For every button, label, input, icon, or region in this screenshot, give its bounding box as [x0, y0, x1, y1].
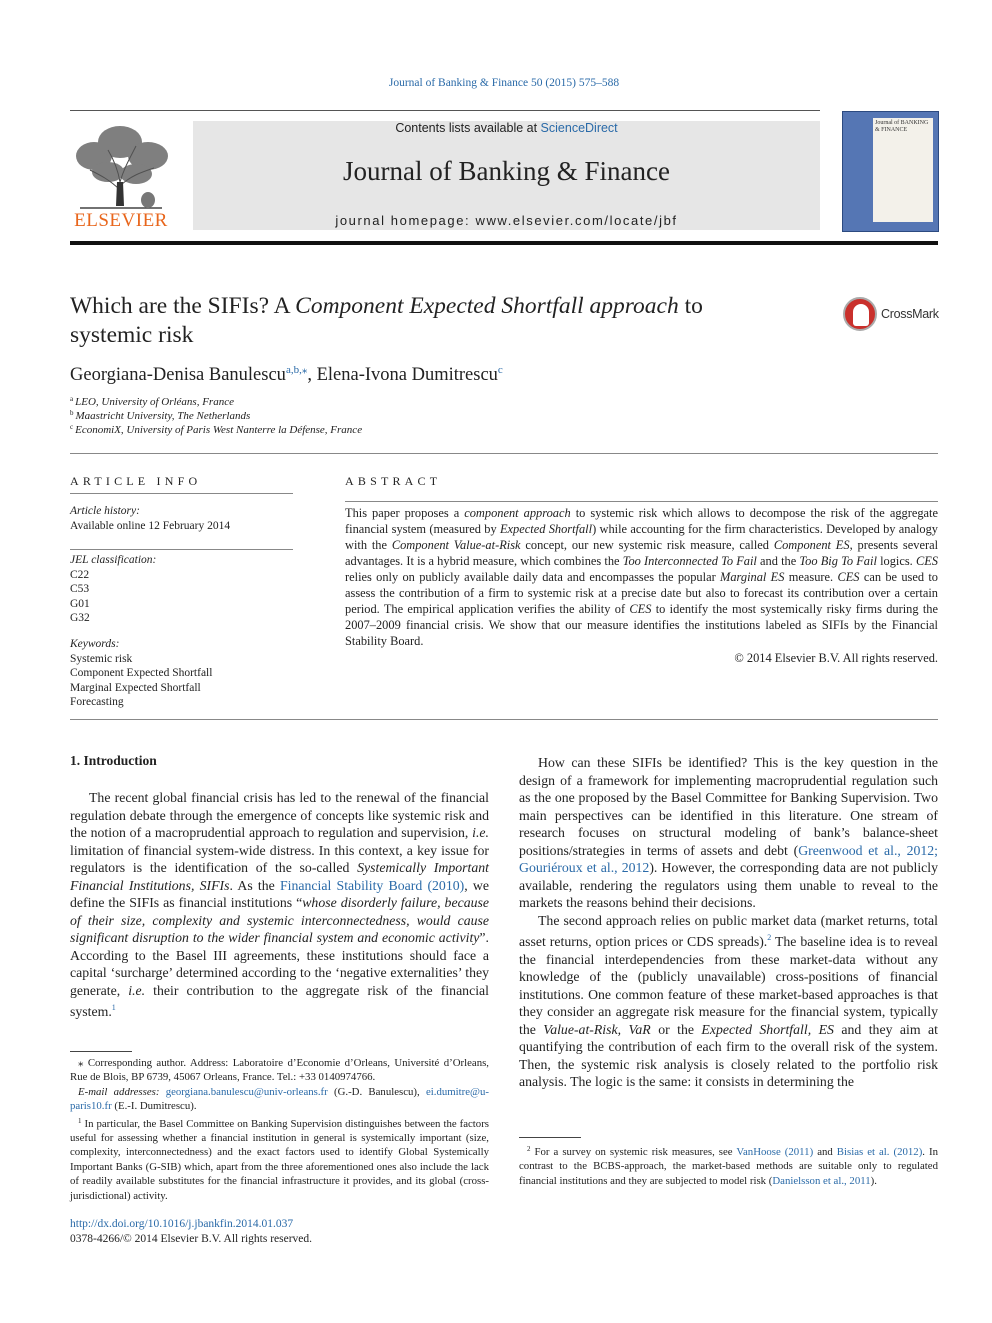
- affiliation: $^c$ EconomiX, University of Paris West Nanterre la Défense, France: [70, 423, 363, 436]
- author-marks[interactable]: a,b,⁎: [285, 364, 308, 376]
- text-run: E-mail addresses:: [78, 1085, 166, 1098]
- text-run: ⁎ Corresponding author. Address: Laboratoire d’Economie d’Orleans, Université d’Orleans, Rue de Blois, BP 6739, 45067 Orleans, France. Tel.: +33 0140974766.: [70, 1057, 489, 1084]
- text-run: (E.-I. Dumitrescu).: [111, 1100, 197, 1113]
- reference-link[interactable]: Bisias et al. (2012): [836, 1146, 923, 1158]
- footnote-2: [519, 1142, 938, 1188]
- text-run: ). However, the corresponding data are not publicly available, rendering the regulators using them unable to reveal to the markets the reasons behind their decisions.: [519, 860, 939, 910]
- article-info-heading: ARTICLE INFO: [70, 474, 202, 488]
- text-run: ) while accounting for the firm characteristics. Developed by analogy with the: [345, 522, 938, 552]
- text-run: and they aim at quantifying the contribution of each firm to the overall risk of the system. Then, the systemic risk analysis is closely related to the portfolio risk analysis. The logic is the same: it consists in determining the: [519, 1021, 938, 1089]
- text-run: ”. According to the Basel III agreements, these institutions should face a capital ‘surcharge’ determined according to the ‘negative externalities’ they generate,: [70, 930, 489, 998]
- info-rule: [70, 549, 293, 550]
- text-run: . In contrast to the BCBS-approach, the market-based methods are suitable only to regulated financial institutions and they are subjected to model risk (: [519, 1146, 938, 1187]
- keyword: Systemic risk: [70, 652, 133, 665]
- jel-code: G32: [70, 612, 90, 624]
- jel-classification: JEL classification: C22 C53 G01 G32: [70, 554, 157, 624]
- reference-link[interactable]: VanHoose (2011): [736, 1146, 814, 1158]
- text-run: Expected Shortfall, ES: [701, 1021, 834, 1037]
- text-run: Expected Shortfall: [499, 522, 593, 536]
- issn-copyright: 0378-4266/© 2014 Elsevier B.V. All rights reserved.: [70, 1233, 313, 1245]
- sciencedirect-link[interactable]: ScienceDirect: [540, 121, 618, 135]
- article-title: Which are the SIFIs? A Component Expected Shortfall approach to systemic risk: [70, 293, 703, 348]
- article-footer: [70, 1217, 312, 1247]
- text-run: component approach: [464, 506, 571, 520]
- footnote-marker[interactable]: 1: [111, 1003, 116, 1012]
- footnote-marker[interactable]: 1: [78, 1116, 82, 1125]
- text-run: This paper proposes a: [345, 506, 465, 520]
- jel-code: G01: [70, 597, 90, 610]
- journal-reference[interactable]: Journal of Banking & Finance 50 (2015) 575–588: [388, 77, 620, 89]
- header-rule: [70, 110, 820, 111]
- paragraph: [519, 912, 938, 1091]
- journal-cover-image: [842, 111, 939, 232]
- journal-title: Journal of Banking & Finance: [343, 156, 670, 186]
- jel-code: C22: [70, 568, 90, 581]
- abstract-heading: ABSTRACT: [345, 474, 442, 488]
- text-run: logics.: [876, 554, 916, 568]
- paragraph: [519, 754, 938, 912]
- text-run: The baseline idea is to reveal the financial interdependencies from these market-data without any knowledge of the (publicly unavailable) cross-positions of financial institutions. One common feature of these market-based approaches is that they consider an aggregate risk measure for the financial system, typically the: [519, 934, 938, 1037]
- text-run: limitation of financial system-wide distress. In this context, a key issue for regulators is the identification of the so-called: [70, 842, 489, 875]
- author-marks[interactable]: c: [497, 364, 503, 376]
- right-column: [519, 754, 938, 1091]
- footnote-rule: [519, 1137, 581, 1138]
- text-run: CES: [837, 570, 860, 584]
- abstract-text: [345, 505, 938, 649]
- corresponding-author-note: [70, 1056, 489, 1085]
- affiliation: $^b$ Maastricht University, The Netherlands: [70, 409, 251, 422]
- text-run: i.e.: [472, 825, 489, 840]
- info-rule: [70, 493, 293, 494]
- text-run: (G.-D. Banulescu),: [327, 1085, 426, 1098]
- text-run: Marginal ES: [720, 570, 785, 584]
- text-run: The second approach relies on public market data (market returns, total asset returns, option prices or CDS spreads).: [519, 912, 938, 949]
- text-run: to systemic risk which allows to decompose the risk of the aggregate financial system (measured by: [345, 506, 938, 536]
- abstract-rule: [345, 501, 938, 502]
- text-run: , we define the SIFIs as financial institutions “: [70, 877, 489, 910]
- text-run: Too Interconnected To Fail: [622, 554, 757, 568]
- doi-link[interactable]: http://dx.doi.org/10.1016/j.jbankfin.2014.01.037: [70, 1218, 294, 1230]
- author-name[interactable]: Georgiana-Denisa Banulescu: [70, 365, 286, 385]
- text-run: . As the: [229, 877, 280, 893]
- text-run: and the: [756, 554, 800, 568]
- elsevier-wordmark: ELSEVIER: [74, 210, 168, 231]
- header-thick-rule: [70, 241, 938, 245]
- text-run: can be used to assess the contribution of a firm to systemic risk at a precise date but also to forecast its contribution over a certain period. The empirical application verifies the ability of: [345, 570, 938, 616]
- keyword: Forecasting: [70, 696, 124, 708]
- contents-line: Contents lists available at ScienceDirect: [395, 121, 618, 135]
- section-heading: 1. Introduction: [70, 753, 157, 768]
- author-name[interactable]: Elena-Ivona Dumitrescu: [316, 365, 498, 385]
- text-run: and: [813, 1146, 837, 1158]
- email-note: [70, 1085, 489, 1114]
- text-run: The recent global financial crisis has led to the renewal of the financial regulation debate through the emergence of concepts like systemic risk and the notion of a macroprudential approach to regulation and supervision,: [70, 790, 489, 840]
- footnote-marker[interactable]: 2: [527, 1145, 531, 1153]
- text-run: Too Big To Fail: [799, 554, 877, 568]
- text-run: measure.: [784, 570, 838, 584]
- text-run: Component Value-at-Risk: [391, 538, 521, 552]
- text-run: whose disorderly failure, because of their size, complexity and systemic interconnectedness, would cause significant disruption to the wider financial system and economic activity: [70, 895, 489, 945]
- left-column: [70, 789, 489, 1021]
- reference-link[interactable]: Greenwood et al., 2012; Gouriéroux et al., 2012: [519, 842, 939, 875]
- text-run: ).: [870, 1174, 877, 1187]
- text-run: For a survey on systemic risk measures, see: [530, 1146, 737, 1158]
- author-list: Georgiana-Denisa Banulescu$^{a,b,⁎}$, Elena-Ivona Dumitrescu$^c$: [70, 364, 503, 385]
- text-run: In particular, the Basel Committee on Banking Supervision distinguishes between the factors useful for assessing whether a financial institution in general is systemically important (size, complexity, interconnectedness) and the exact factors used to identify Global Systemically Important Banks (G-SIB) which, apart from the three aforementioned ones also include the lack of readily available substitutes for the financial infrastructure it provides, and its global (cross-jurisdictional) activity.: [70, 1117, 489, 1202]
- keyword: Component Expected Shortfall: [70, 667, 213, 679]
- text-run: concept, our new systemic risk measure, called: [520, 538, 774, 552]
- jel-code: C53: [70, 583, 90, 595]
- text-run: Component ES: [773, 538, 850, 552]
- crossmark-label: CrossMark: [881, 307, 939, 321]
- text-run: relies only on publicly available daily data and encompasses the popular: [345, 570, 721, 584]
- text-run: , presents several advantages. It is a hybrid measure, which combines the: [345, 538, 939, 568]
- section-rule: [70, 719, 938, 720]
- text-run: Value-at-Risk, VaR: [543, 1021, 651, 1037]
- reference-link[interactable]: Danielsson et al., 2011: [772, 1174, 871, 1187]
- abstract-copyright: © 2014 Elsevier B.V. All rights reserved.: [734, 651, 938, 665]
- reference-link[interactable]: Financial Stability Board (2010): [280, 877, 465, 893]
- reference-link[interactable]: ei.dumitre@u-paris10.fr: [70, 1085, 489, 1113]
- cover-title: Journal of BANKING & FINANCE: [873, 118, 933, 222]
- footnotes-left: [70, 1056, 489, 1203]
- keyword: Marginal Expected Shortfall: [70, 681, 201, 694]
- footnote-1: [70, 1114, 489, 1203]
- article-history: Article history: Available online 12 February 2014: [70, 505, 231, 532]
- section-rule: [70, 453, 938, 454]
- footnotes-right: [519, 1142, 938, 1188]
- text-run: Systemically Important Financial Institutions, SIFIs: [70, 860, 489, 893]
- text-run: i.e.: [128, 982, 146, 998]
- text-run: CES: [629, 602, 652, 616]
- text-run: or the: [650, 1021, 702, 1037]
- paragraph: [70, 789, 489, 1021]
- footnote-marker[interactable]: 2: [767, 933, 772, 942]
- crossmark-icon: [843, 297, 877, 331]
- text-run: their contribution to the aggregate risk of the financial system.: [70, 982, 489, 1019]
- affiliation: $^a$ LEO, University of Orléans, France: [70, 395, 234, 408]
- text-run: CES: [915, 554, 938, 568]
- keywords: Keywords: Systemic risk Component Expected Shortfall Marginal Expected Shortfall Forecasting: [70, 638, 213, 708]
- journal-homepage[interactable]: journal homepage: www.elsevier.com/locate/jbf: [335, 213, 678, 228]
- reference-link[interactable]: georgiana.banulescu@univ-orleans.fr: [165, 1085, 328, 1098]
- text-run: to identify the most systemically risky firms during the 2007–2009 financial crisis. We show that our measure identifies the institutions labeled as SIFIs by the Financial Stability Board.: [345, 602, 938, 648]
- text-run: How can these SIFIs be identified? This is the key question in the design of a framework for implementing macroprudential regulation such as the one proposed by the Basel Committee for Banking Supervision. Two main perspectives can be identified in this literature. One stream of research focuses on structural modeling of bank’s balance-sheet positions/strategies in terms of assets and debt (: [519, 755, 938, 858]
- footnote-rule: [70, 1051, 132, 1052]
- crossmark-button[interactable]: [843, 297, 943, 337]
